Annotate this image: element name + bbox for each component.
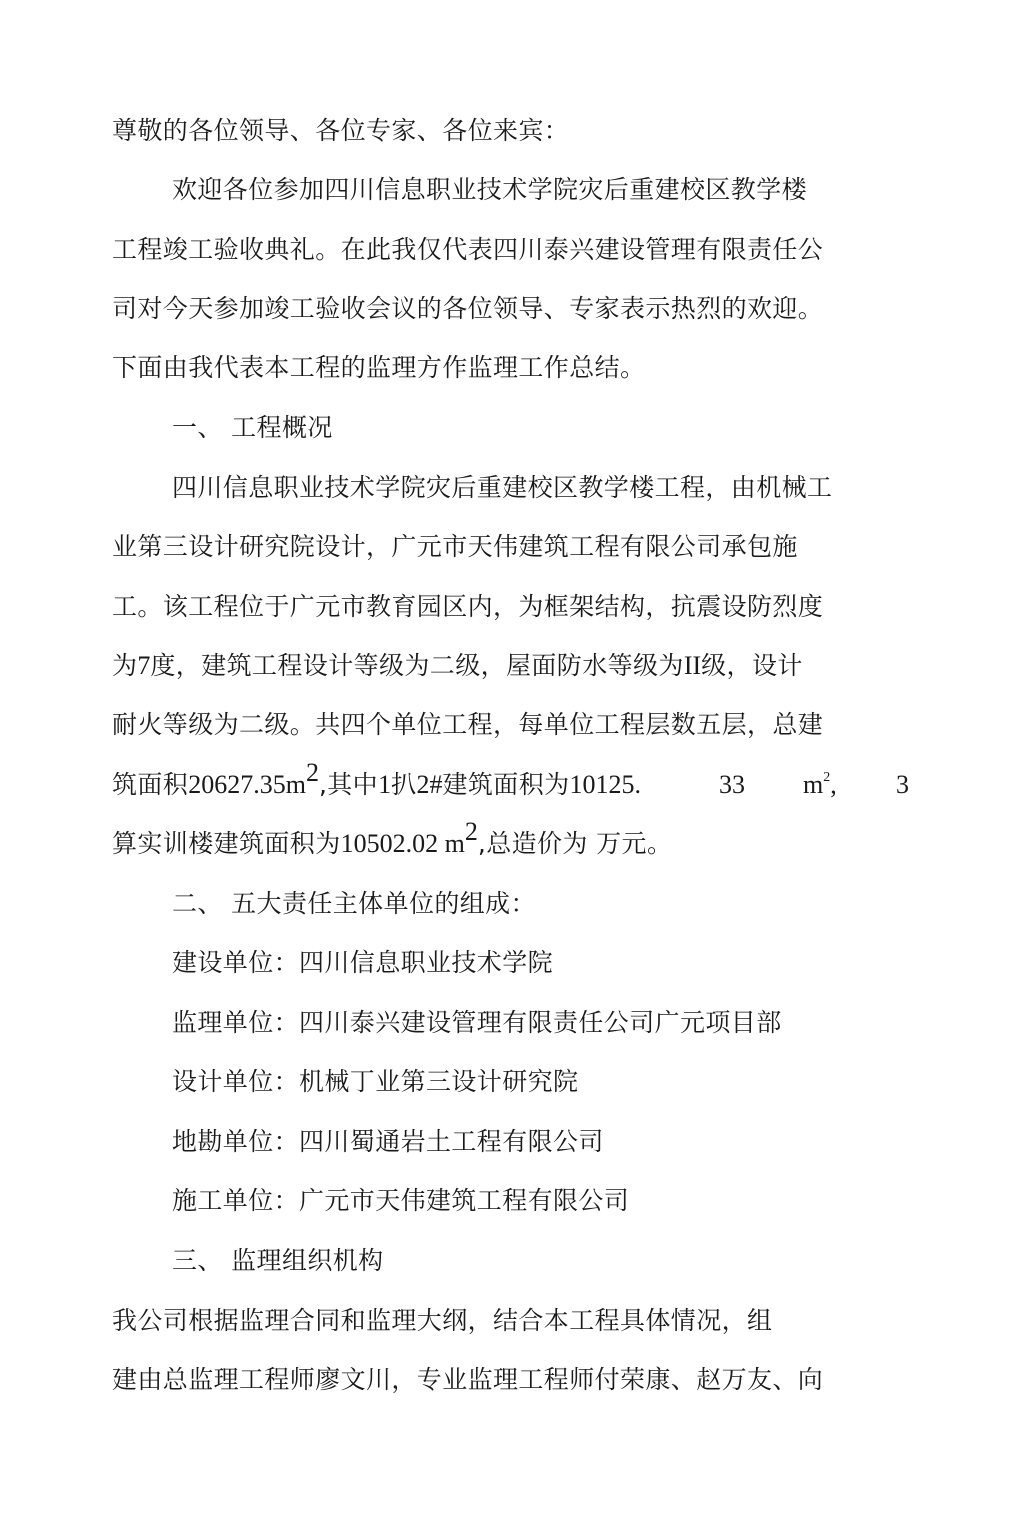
section-3-line-1: 我公司根据监理合同和监理大纲，结合本工程具体情况，组 xyxy=(112,1306,773,1335)
text-segment: 度，建筑工程设计等级为二级，屋面防水等级为 xyxy=(150,651,684,680)
intro-line-2: 工程竣工验收典礼。在此我仅代表四川泰兴建设管理有限责任公 xyxy=(112,235,824,264)
superscript: 2 xyxy=(305,758,319,787)
number-segment: 33 xyxy=(719,770,745,799)
section-1-line-6 xyxy=(112,758,912,801)
unit-item-design: 设计单位：机械丁业第三设计研究院 xyxy=(172,1067,579,1096)
number-segment: 3 xyxy=(896,770,909,799)
number-segment: 7 xyxy=(137,651,151,680)
number-segment: 2# xyxy=(416,770,443,799)
intro-line-3: 司对今天参加竣工验收会议的各位领导、专家表示热烈的欢迎。 xyxy=(112,294,824,323)
unit-text: m xyxy=(803,770,824,799)
number-segment: 1 xyxy=(378,770,392,799)
unit-item-contractor: 施工单位：广元市天伟建筑工程有限公司 xyxy=(172,1186,630,1215)
unit-item-supervision: 监理单位：四川泰兴建设管理有限责任公司广元项目部 xyxy=(172,1008,782,1037)
superscript: 2 xyxy=(823,770,831,785)
intro-line-4: 下面由我代表本工程的监理方作监理工作总结。 xyxy=(112,353,646,382)
superscript: 2 xyxy=(464,817,478,846)
text-segment: 建筑面积为 xyxy=(442,770,570,799)
section-1-heading: 一、 工程概况 xyxy=(172,413,333,442)
section-2-heading: 二、 五大责任主体单位的组成： xyxy=(172,889,536,918)
text-segment: 级，设计 xyxy=(701,651,803,680)
text-segment: ,总造价为 万元。 xyxy=(477,829,673,858)
area-value: 20627.35m xyxy=(188,770,306,799)
text-segment: ,其中 xyxy=(318,770,379,799)
text-segment: 算实训楼建筑面积为 xyxy=(112,829,341,858)
unit-item-survey: 地勘单位：四川蜀通岩土工程有限公司 xyxy=(172,1127,604,1156)
area-value: 10125. xyxy=(569,770,642,799)
section-1-line-7 xyxy=(112,817,673,860)
text-segment: 为 xyxy=(112,651,138,680)
text-segment: , xyxy=(830,770,837,799)
unit-item-construction: 建设单位：四川信息职业技术学院 xyxy=(172,948,554,977)
number-segment: II xyxy=(683,651,702,680)
section-3-heading: 三、 监理组织机构 xyxy=(172,1246,384,1275)
text-segment: 扒 xyxy=(391,770,417,799)
greeting-line: 尊敬的各位领导、各位专家、各位来宾： xyxy=(112,116,570,145)
section-1-line-1: 四川信息职业技术学院灾后重建校区教学楼工程，由机械工 xyxy=(172,473,833,502)
section-1-line-3: 工。该工程位于广元市教育园区内，为框架结构，抗震设防烈度 xyxy=(112,592,824,621)
section-1-line-5: 耐火等级为二级。共四个单位工程，每单位工程层数五层，总建 xyxy=(112,710,824,739)
area-value: 10502.02 m xyxy=(340,829,465,858)
text-segment: 筑面积 xyxy=(112,770,189,799)
section-3-line-2: 建由总监理工程师廖文川，专业监理工程师付荣康、赵万友、向 xyxy=(112,1365,824,1394)
unit-segment xyxy=(803,769,837,801)
section-1-line-4 xyxy=(112,650,803,682)
section-1-line-2: 业第三设计研究院设计，广元市天伟建筑工程有限公司承包施 xyxy=(112,532,798,561)
intro-line-1: 欢迎各位参加四川信息职业技术学院灾后重建校区教学楼 xyxy=(172,175,808,204)
